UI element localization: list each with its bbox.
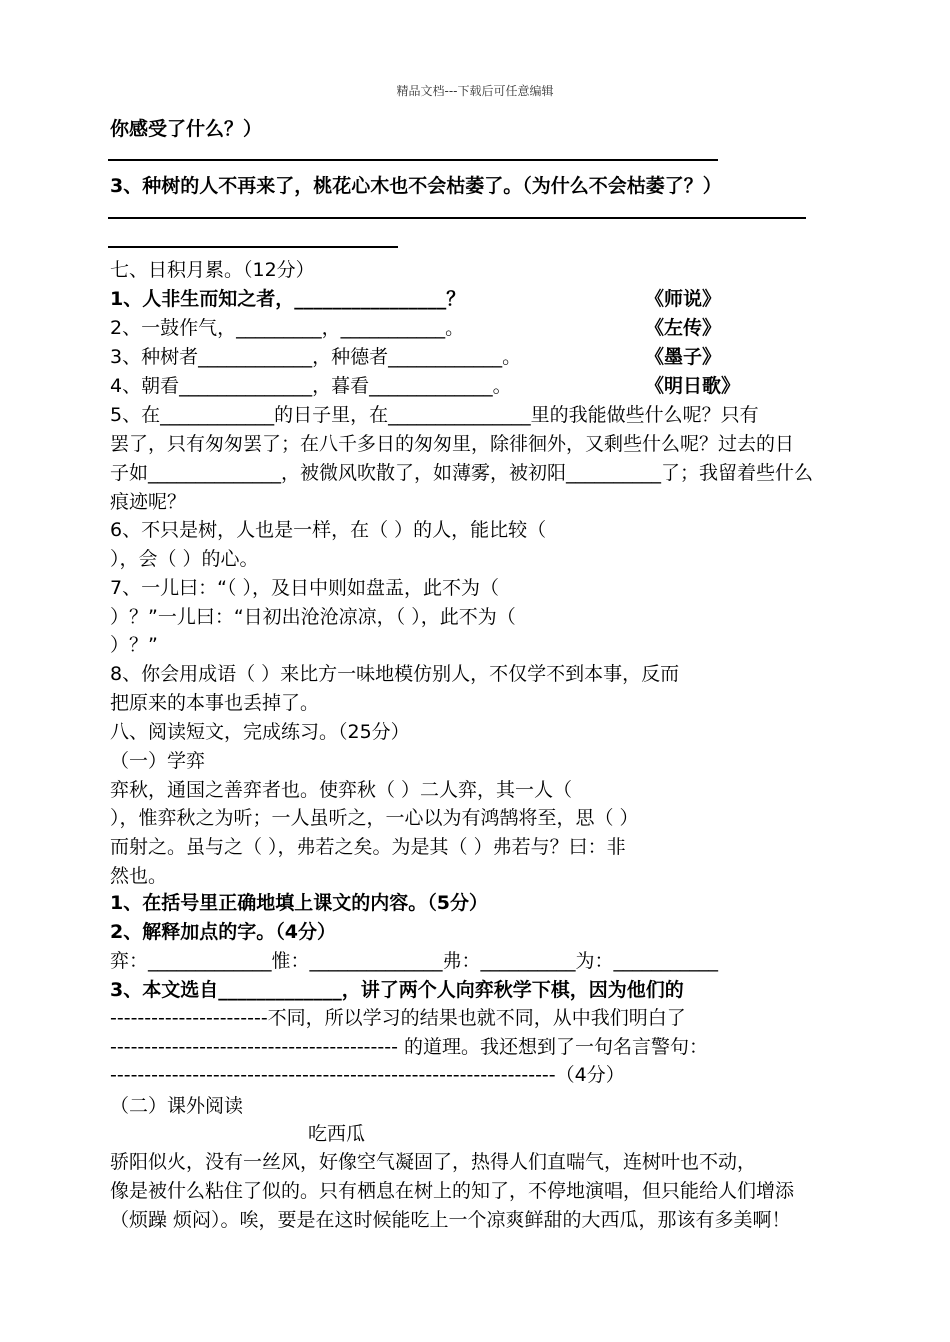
reading-line: 像是被什么粘住了似的。只有栖息在树上的知了，不停地演唱，但只能给人们增添 [110,1180,795,1202]
accum-q8-line: 把原来的本事也丢掉了。 [110,692,320,714]
accum-q2-source: 《左传》 [645,317,722,339]
accum-q3-source: 《墨子》 [645,346,722,368]
passage-line: 而射之。虽与之（ ），弗若之矣。为是其（ ）弗若与？曰：非 [110,836,626,858]
answer-line-text: 你感受了什么？） [110,118,263,140]
page-header: 精品文档---下载后可任意编辑 [396,84,554,98]
subsection-1-title: （一）学弈 [110,750,206,772]
answer-rule [108,159,718,161]
subsection-2-title: （二）课外阅读 [110,1095,244,1117]
accum-q1: 1、人非生而知之者，________________？ [110,288,466,310]
question-3: 3、种树的人不再来了，桃花心木也不会枯萎了。（为什么不会枯萎了？） [110,175,722,197]
accum-q7-line: 7、一儿曰：“（ ），及日中则如盘盂，此不为（ [110,577,499,599]
exercise-3-line: -----------------------不同，所以学习的结果也就不同，从中我们明白了 [110,1007,686,1029]
accum-q5-line: 子如______________，被微风吹散了，如薄雾，被初阳__________了；我留着些什么 [110,462,814,484]
reading-line: （烦躁 烦闷）。唉，要是在这时候能吃上一个凉爽鲜甜的大西瓜，那该有多美啊！ [110,1209,791,1231]
answer-rule [108,246,398,248]
reading-line: 骄阳似火，没有一丝风，好像空气凝固了，热得人们直喘气，连树叶也不动， [110,1151,757,1173]
exercise-2: 2、解释加点的字。（4分） [110,921,336,943]
exercise-3-line: -----------------------------------------------------------------（4分） [110,1064,625,1086]
exercise-1: 1、在括号里正确地填上课文的内容。（5分） [110,892,488,914]
accum-q5-line: 罢了，只有匆匆罢了；在八千多日的匆匆里，除徘徊外，又剩些什么呢？过去的日 [110,433,795,455]
exercise-3-line: 3、本文选自_____________，讲了两个人向弈秋学下棋，因为他们的 [110,979,684,1001]
accum-q4-source: 《明日歌》 [645,375,741,397]
answer-rule [108,217,806,219]
accum-q8-line: 8、你会用成语（ ）来比方一味地模仿别人，不仅学不到本事，反而 [110,663,680,685]
accum-q3: 3、种树者____________，种德者____________。 [110,346,522,368]
passage-line: 然也。 [110,865,168,887]
accum-q7-line: ）？”一儿曰：“日初出沧沧凉凉，（ ），此不为（ [110,606,516,628]
exercise-2-blanks: 弈：_____________惟：______________弗：__________为：___________ [110,950,719,972]
section-8-title: 八、阅读短文，完成练习。（25分） [110,721,410,743]
passage-line: 弈秋，通国之善弈者也。使弈秋（ ）二人弈，其一人（ [110,779,573,801]
accum-q7-line: ）？” [110,634,158,656]
passage-line: ），惟弈秋之为听；一人虽听之，一心以为有鸿鹄将至，思（ ） [110,807,639,829]
accum-q6-line: ），会（ ）的心。 [110,548,259,570]
accum-q5-line: 痕迹呢？ [110,491,187,513]
exercise-3-line: ------------------------------------------ 的道理。我还想到了一句名言警句： [110,1036,708,1058]
accum-q1-source: 《师说》 [645,288,722,310]
section-7-title: 七、日积月累。（12分） [110,259,315,281]
reading-title: 吃西瓜 [308,1123,366,1145]
accum-q2: 2、一鼓作气，_________，___________。 [110,317,465,339]
accum-q6-line: 6、不只是树，人也是一样，在（ ）的人，能比较（ [110,519,547,541]
accum-q5-line: 5、在____________的日子里，在_______________里的我能做些什么呢？只有 [110,404,759,426]
accum-q4: 4、朝看______________，暮看_____________。 [110,375,512,397]
